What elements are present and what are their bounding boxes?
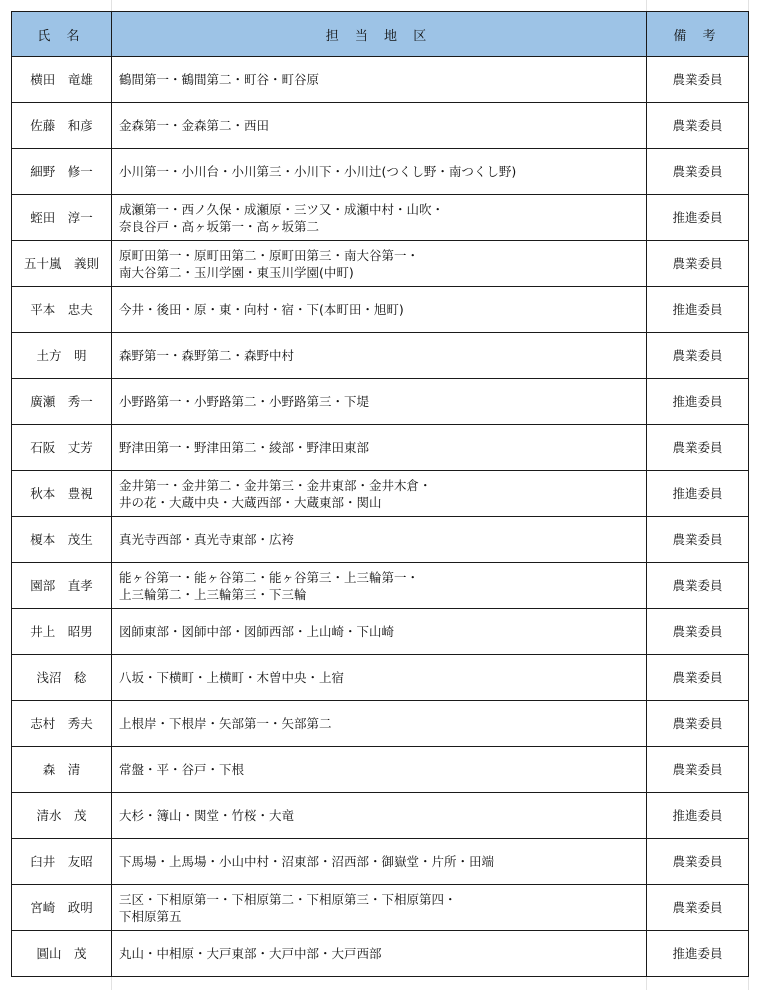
role-note: 農業委員 xyxy=(647,103,749,149)
role-note: 推進委員 xyxy=(647,195,749,241)
assigned-area: 下馬場・上馬場・小山中村・沼東部・沼西部・御嶽堂・片所・田端 xyxy=(112,839,647,885)
table-row xyxy=(12,103,749,149)
assigned-area: 真光寺西部・真光寺東部・広袴 xyxy=(112,517,647,563)
role-note: 農業委員 xyxy=(647,839,749,885)
table-row xyxy=(12,563,749,609)
member-name: 石阪 丈芳 xyxy=(12,425,112,471)
assigned-area: 上根岸・下根岸・矢部第一・矢部第二 xyxy=(112,701,647,747)
assigned-area: 金井第一・金井第二・金井第三・金井東部・金井木倉・ 井の花・大蔵中央・大蔵西部・大蔵東部・関山 xyxy=(112,471,647,517)
member-name: 志村 秀夫 xyxy=(12,701,112,747)
role-note: 農業委員 xyxy=(647,333,749,379)
member-name: 臼井 友昭 xyxy=(12,839,112,885)
table-row xyxy=(12,747,749,793)
assigned-area: 常盤・平・谷戸・下根 xyxy=(112,747,647,793)
table-header xyxy=(12,12,749,57)
assigned-area: 野津田第一・野津田第二・綾部・野津田東部 xyxy=(112,425,647,471)
role-note: 推進委員 xyxy=(647,793,749,839)
header-note: 備 考 xyxy=(647,12,749,57)
assigned-area: 森野第一・森野第二・森野中村 xyxy=(112,333,647,379)
table-row xyxy=(12,195,749,241)
assigned-area: 三区・下相原第一・下相原第二・下相原第三・下相原第四・ 下相原第五 xyxy=(112,885,647,931)
table-row xyxy=(12,425,749,471)
member-name: 榎本 茂生 xyxy=(12,517,112,563)
member-name: 森 清 xyxy=(12,747,112,793)
member-name: 宮崎 政明 xyxy=(12,885,112,931)
assigned-area: 成瀬第一・西ノ久保・成瀬原・三ツ又・成瀬中村・山吹・ 奈良谷戸・高ヶ坂第一・高ヶ坂第二 xyxy=(112,195,647,241)
table-row xyxy=(12,609,749,655)
table-row xyxy=(12,287,749,333)
member-name: 廣瀬 秀一 xyxy=(12,379,112,425)
assigned-area: 原町田第一・原町田第二・原町田第三・南大谷第一・ 南大谷第二・玉川学園・東玉川学園(中町) xyxy=(112,241,647,287)
table-row xyxy=(12,793,749,839)
header-row xyxy=(12,12,749,57)
assigned-area: 金森第一・金森第二・西田 xyxy=(112,103,647,149)
member-name: 秋本 豊視 xyxy=(12,471,112,517)
table-row xyxy=(12,931,749,977)
member-name: 園部 直孝 xyxy=(12,563,112,609)
member-name: 井上 昭男 xyxy=(12,609,112,655)
assigned-area: 鶴間第一・鶴間第二・町谷・町谷原 xyxy=(112,57,647,103)
role-note: 農業委員 xyxy=(647,241,749,287)
table-row xyxy=(12,701,749,747)
assigned-area: 小野路第一・小野路第二・小野路第三・下堤 xyxy=(112,379,647,425)
role-note: 農業委員 xyxy=(647,149,749,195)
role-note: 農業委員 xyxy=(647,885,749,931)
header-name: 氏 名 xyxy=(12,12,112,57)
table-row xyxy=(12,57,749,103)
table-row xyxy=(12,655,749,701)
member-name: 細野 修一 xyxy=(12,149,112,195)
role-note: 推進委員 xyxy=(647,471,749,517)
assigned-area: 図師東部・図師中部・図師西部・上山崎・下山崎 xyxy=(112,609,647,655)
table-row xyxy=(12,471,749,517)
assigned-area: 今井・後田・原・東・向村・宿・下(本町田・旭町) xyxy=(112,287,647,333)
role-note: 農業委員 xyxy=(647,517,749,563)
member-name: 土方 明 xyxy=(12,333,112,379)
role-note: 推進委員 xyxy=(647,287,749,333)
member-name: 浅沼 稔 xyxy=(12,655,112,701)
table-row xyxy=(12,333,749,379)
table-row xyxy=(12,885,749,931)
role-note: 農業委員 xyxy=(647,701,749,747)
table-row xyxy=(12,839,749,885)
member-name: 清水 茂 xyxy=(12,793,112,839)
role-note: 推進委員 xyxy=(647,931,749,977)
table-row xyxy=(12,149,749,195)
role-note: 農業委員 xyxy=(647,425,749,471)
assigned-area: 能ヶ谷第一・能ヶ谷第二・能ヶ谷第三・上三輪第一・ 上三輪第二・上三輪第三・下三輪 xyxy=(112,563,647,609)
assigned-area: 小川第一・小川台・小川第三・小川下・小川辻(つくし野・南つくし野) xyxy=(112,149,647,195)
table-body xyxy=(12,57,749,977)
member-name: 蛭田 淳一 xyxy=(12,195,112,241)
role-note: 農業委員 xyxy=(647,747,749,793)
member-name: 平本 忠夫 xyxy=(12,287,112,333)
member-name: 横田 竜雄 xyxy=(12,57,112,103)
role-note: 農業委員 xyxy=(647,609,749,655)
assigned-area: 丸山・中相原・大戸東部・大戸中部・大戸西部 xyxy=(112,931,647,977)
header-area: 担 当 地 区 xyxy=(112,12,647,57)
member-name: 佐藤 和彦 xyxy=(12,103,112,149)
member-name: 圓山 茂 xyxy=(12,931,112,977)
member-name: 五十嵐 義則 xyxy=(12,241,112,287)
table-row xyxy=(12,241,749,287)
role-note: 農業委員 xyxy=(647,563,749,609)
assignment-table xyxy=(11,11,749,977)
table-row xyxy=(12,379,749,425)
assigned-area: 大杉・簿山・関堂・竹桜・大竜 xyxy=(112,793,647,839)
table-row xyxy=(12,517,749,563)
role-note: 農業委員 xyxy=(647,57,749,103)
role-note: 農業委員 xyxy=(647,655,749,701)
assigned-area: 八坂・下横町・上横町・木曽中央・上宿 xyxy=(112,655,647,701)
role-note: 推進委員 xyxy=(647,379,749,425)
